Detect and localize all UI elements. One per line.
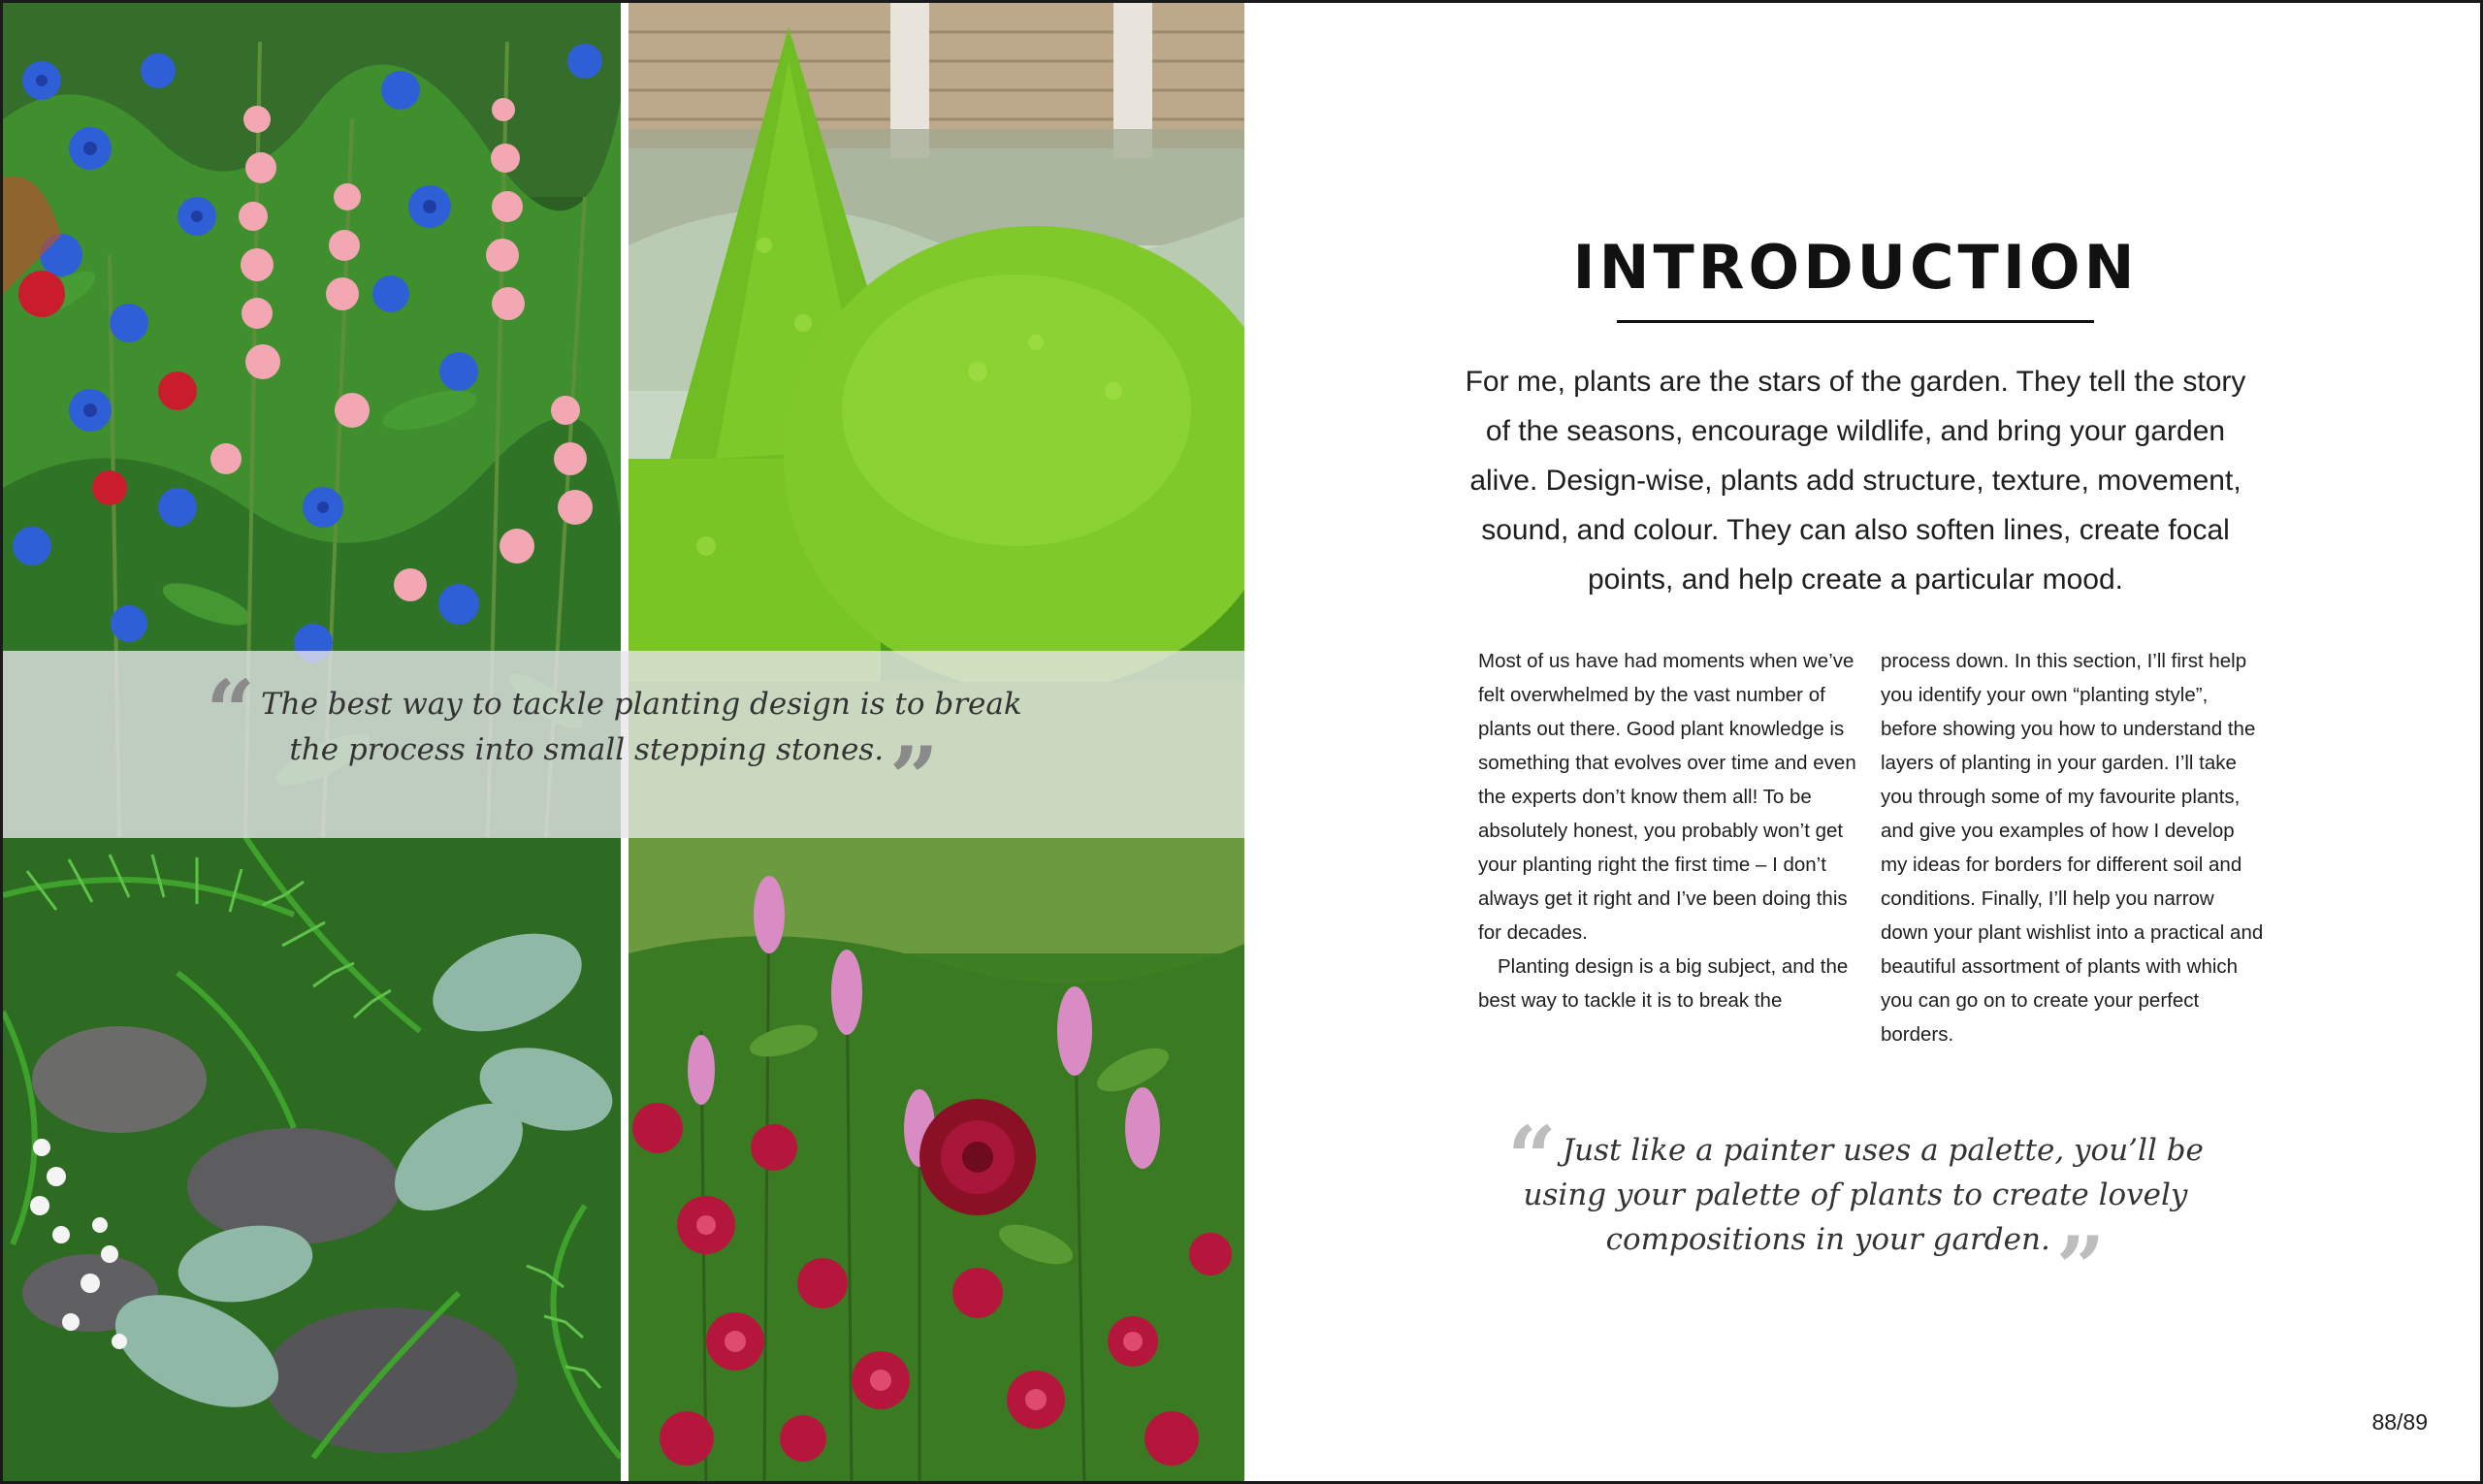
- pullquote-line-1: Just like a painter uses a palette, you’ll be: [1562, 1133, 2204, 1168]
- photo-pull-quote: [187, 661, 1041, 828]
- open-quote-mark: “: [206, 661, 255, 761]
- close-quote-mark: ”: [889, 727, 939, 828]
- left-page-photo-collage: [3, 3, 1244, 1484]
- pullquote-line-3: compositions in your garden.: [1605, 1222, 2050, 1257]
- page-number: 88/89: [2371, 1409, 2428, 1435]
- lead-paragraph: For me, plants are the stars of the garden. They tell the story of the seasons, encourage wildlife, and bring your garden alive. Design-wise, plants add structure, texture, movement, sound, and colour. They can also soften lines, create focal points, and help create a particular mood.: [1465, 366, 2246, 596]
- body-column-1: [1478, 644, 1861, 1017]
- photo-crimson-astrantia: [629, 837, 1244, 1484]
- body-paragraph: process down. In this section, I’ll first help you identify your own “planting style”, before showing you how to understand the layers of planting in your garden. I’ll take you through some of my favourite plants, and give you examples of how I develop my ideas for borders for different soil and conditions. Finally, I’ll help you narrow down your plant wishlist into a practical and beautiful assortment of plants with which you can go on to create your perfect borders.: [1881, 650, 2264, 1046]
- photo-quote-line-2: the process into small stepping stones.: [289, 732, 885, 767]
- right-page-text: [1244, 3, 2483, 1484]
- page-title: INTRODUCTION: [1572, 232, 2139, 303]
- body-column-2: [1881, 644, 2264, 1051]
- title-underline: [1617, 320, 2094, 323]
- open-quote-mark: “: [1507, 1107, 1557, 1208]
- photo-quote-line-1: The best way to tackle planting design is to break: [260, 687, 1022, 722]
- close-quote-mark: ”: [2055, 1217, 2106, 1318]
- page-pull-quote: [1487, 1107, 2224, 1318]
- pullquote-line-2: using your palette of plants to create lovely: [1523, 1178, 2188, 1212]
- photo-ferns-hostas: [3, 837, 621, 1484]
- body-paragraph: Most of us have had moments when we’ve felt overwhelmed by the vast number of plants out there. Good plant knowledge is something that evolves over time and even the experts don’t know them all! To be absolutely honest, you probably won’t get your planting right the first time – I don’t always get it right and I’ve been doing this for decades.: [1478, 650, 1856, 944]
- body-paragraph: Planting design is a big subject, and the best way to tackle it is to break the: [1478, 955, 1849, 1012]
